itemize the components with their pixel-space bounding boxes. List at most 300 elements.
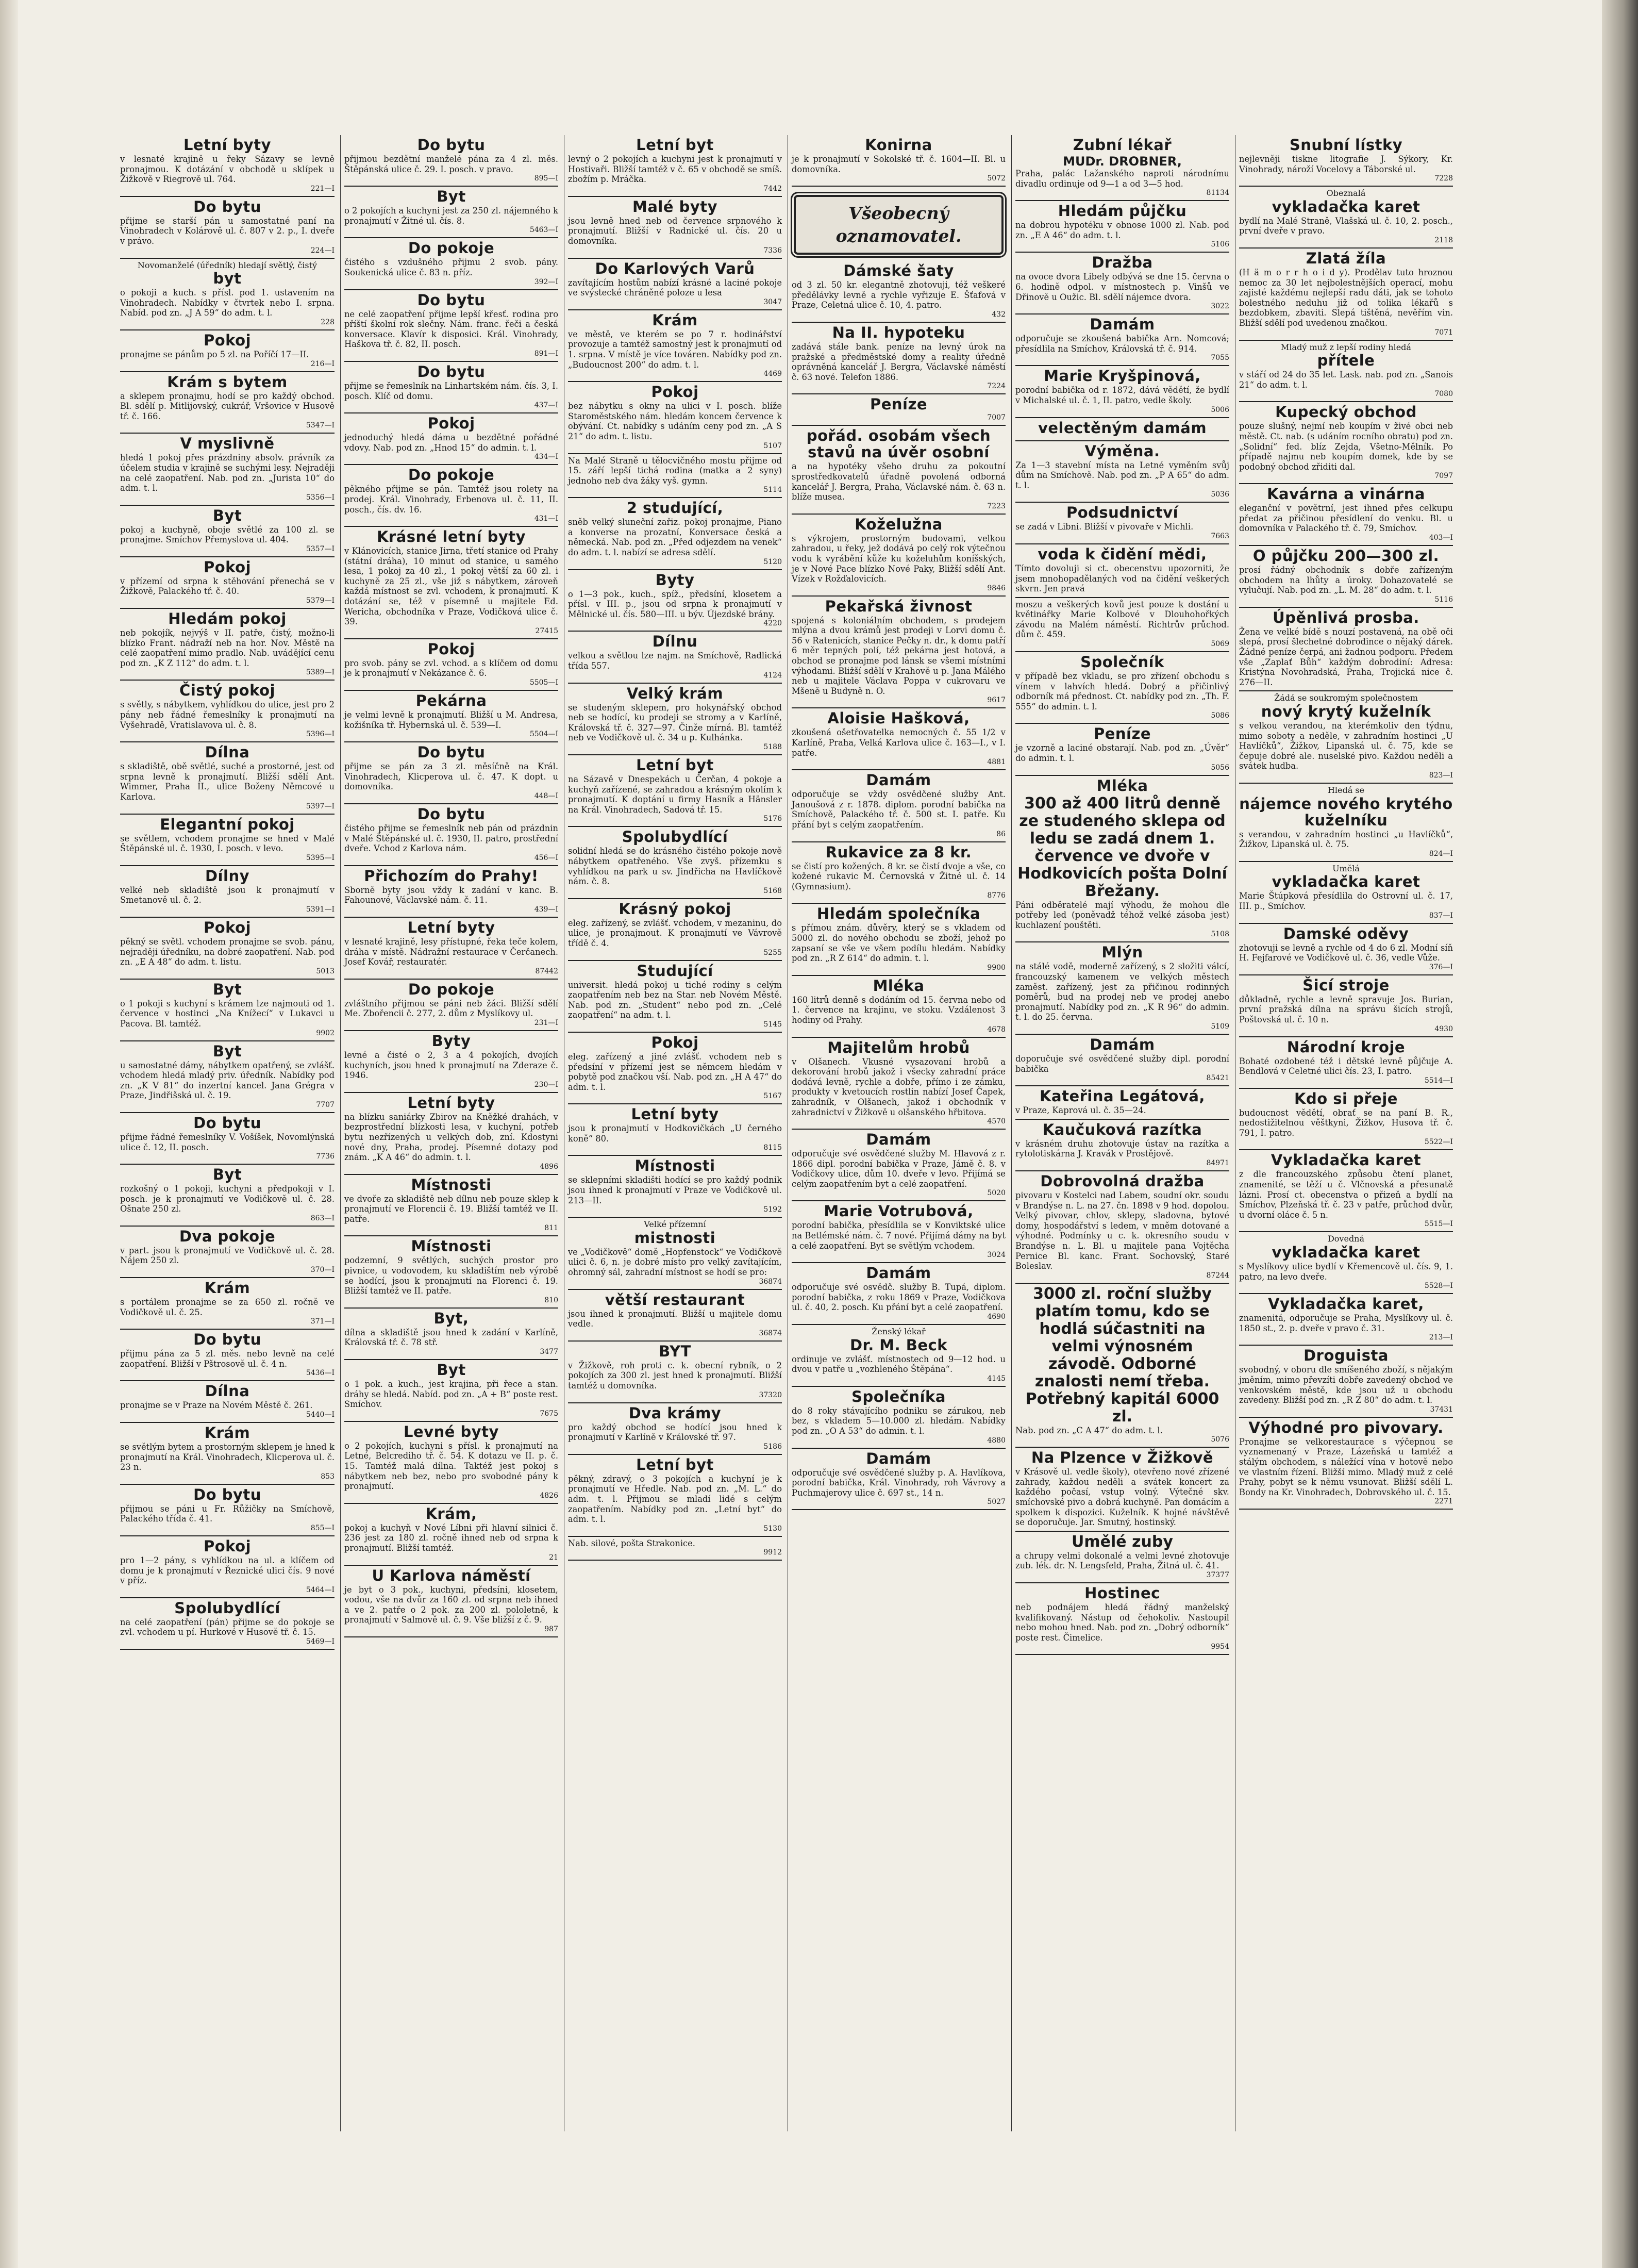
ad-code: 5389—I	[306, 668, 335, 677]
ad-code: 37320	[759, 1390, 782, 1399]
classified-ad	[568, 1156, 782, 1218]
ad-body-text: moszu a veškerých kovů jest pouze k dostání u květinářky Marie Kolbové v Dlouhohořkých závodu na Malém náměstí. Richtrův průchod. dům č. 459.	[1015, 599, 1229, 640]
ad-body-text: v Krásově ul. vedle školy), otevřeno nové zřízené zahrady, každou neděli a svátek koncert za každého počasí, vstup volný. Výtečné skv. smíchovské pivo a dobrá kuchyně. Pan domácím a spolkem k dispozici. Kuželník. K hojné návštěvě se doporučuje. Jar. Smutný, hostinský.	[1015, 1467, 1229, 1528]
classified-ad	[792, 394, 1006, 426]
ad-code: 7223	[987, 502, 1006, 510]
ad-title: Velký krám	[626, 684, 724, 702]
ad-body-text: se sklepními skladišti hodící se pro každý podnik jsou ihned k pronajmutí v Praze ve Vodičkově ul. 213—II.	[568, 1175, 782, 1205]
classified-ad	[792, 976, 1006, 1038]
ad-title: Na II. hypoteku	[832, 323, 965, 341]
ad-code: 7007	[987, 413, 1006, 422]
classified-ad	[568, 1342, 782, 1403]
ad-title: Peníze	[870, 395, 928, 413]
ad-title: Pokoj	[203, 1537, 252, 1555]
ad-code: 5108	[1211, 930, 1229, 939]
classified-ad	[1015, 314, 1229, 366]
ad-title: Přichozím do Prahy!	[364, 867, 539, 885]
ad-body-text: velké neb skladiště jsou k pronajmutí v Smetanově ul. č. 2.	[120, 885, 335, 905]
ad-body-text: Žena ve velké bídě s nouzí postavená, na obě oči slepá, prosí šlechetné dobrodince o nějaký dárek. Žádné peníze čerpá, ani žadnou podporu. Předem vše „Zaplať Bůh“ každým dobrodiní: Adresa: Kristýna Novohradská, Praha, Trojická nice č. 276—II.	[1239, 626, 1453, 687]
ad-title: Dámské šaty	[843, 262, 954, 280]
classified-ad	[1015, 201, 1229, 253]
ad-title: Do bytu	[417, 362, 486, 380]
ad-code: 4896	[540, 1162, 558, 1171]
classified-ad	[792, 1387, 1006, 1449]
ad-title: Byt	[212, 506, 242, 524]
ad-code: 837—I	[1429, 911, 1453, 920]
ad-title: Konirna	[865, 136, 932, 154]
ad-code: 4124	[763, 671, 782, 680]
ad-body-text: je velmi levně k pronajmutí. Bližší u M. Andresa, kožišníka tř. Hybernská ul. č. 539—I.	[344, 710, 558, 730]
ad-title: Do bytu	[417, 136, 486, 154]
classified-ad	[1239, 1294, 1453, 1346]
ad-code: 5255	[763, 948, 782, 957]
ad-title: BYT	[659, 1342, 691, 1360]
ad-title: Letní byty	[631, 1105, 719, 1123]
ad-code: 37431	[1430, 1405, 1453, 1414]
classified-ad	[1239, 249, 1453, 341]
classified-ad	[120, 259, 335, 330]
classified-ad	[792, 1201, 1006, 1263]
ad-title: Krám s bytem	[167, 373, 288, 391]
classified-ad	[120, 557, 335, 609]
ad-code: 5076	[1211, 1435, 1229, 1444]
ad-title: Dílna	[205, 1382, 250, 1400]
ad-body-text: pro svob. pány se zvl. vchod. a s klíčem od domu je k pronajmutí v Nekázance č. 6.	[344, 658, 558, 678]
ad-body-text: se studeným sklepem, pro hokynářský obchod neb se hodící, ku prodeji se stromy a v Karlíně, Královská tř. č. 327—97. Činže mírná. Bl. tamtéž neb ve Vodičkově ul. č. 34 u p. Kulhánka.	[568, 702, 782, 743]
ads-column-3	[564, 135, 784, 2131]
ad-code: 5069	[1211, 640, 1229, 649]
ad-body-text: přijmou bezdětní manželé pána za 4 zl. měs. Štěpánská ulice č. 29. I. posch. v pravo.	[344, 154, 558, 174]
ad-body-text: v stáří od 24 do 35 let. Lask. nab. pod zn. „Sanois 21“ do adm. t. l.	[1239, 370, 1453, 390]
ad-code: 5514—I	[1424, 1076, 1453, 1085]
ad-code: 5086	[1211, 711, 1229, 720]
ad-body-text: porodní babička od r. 1872, dává vědětí, že bydlí v Michalské ul. č. 1, II. patro, vedle školy.	[1015, 385, 1229, 405]
ad-title: Majitelům hrobů	[827, 1038, 970, 1056]
ad-body-text: se světlým bytem a prostorným sklepem je hned k pronajmutí na Král. Vinohradech, Klicperova ul. č. 23 n.	[120, 1442, 335, 1472]
ad-title: Krám	[204, 1424, 250, 1442]
ad-display-text: Umělé zuby	[1072, 1532, 1173, 1551]
ad-body-text: na Sázavě v Dnespekách u Čerčan, 4 pokoje a kuchyň zařízené, se zahradou a krásným okolím k pronajmutí. K doptání u firmy Hasník a Hänsler na Král. Vinohradech, Sadová tř. 15.	[568, 774, 782, 815]
ad-code: 7055	[1211, 354, 1229, 362]
classified-ad	[120, 372, 335, 434]
ad-body-text: eleganční v povětrní, jest ihned přes celkupu předat za přičinou přesídlení do venku. Bl. u domovníka v Palackého tř. č. 79, Smíchov.	[1239, 503, 1453, 534]
ad-code: 5167	[763, 1092, 782, 1101]
ad-code: 432	[992, 310, 1006, 319]
ad-code: 5027	[987, 1498, 1006, 1507]
ad-body-text: o 2 pokojích, kuchyni s přísl. k pronajmutí na Letné, Belcrediho tř. č. 54. K dotazu ve II. p. č. 15. Tamtéž malá dílna. Taktéž jest pokoj s nábytkem neb bez, nebo pro svobodné pány k pronajmutí.	[344, 1441, 558, 1492]
ad-code: 9617	[987, 696, 1006, 705]
ad-code: 2271	[1434, 1497, 1453, 1506]
classified-ad	[568, 382, 782, 454]
classified-ad	[120, 1278, 335, 1330]
ad-body-text: odporučuje své osvědčené služby p. A. Havlíkova, porodní babička, Král. Vinohrady, roh Vávrovy a Puchmajerovy ulice č. 697 st., 14 n.	[792, 1467, 1006, 1498]
ad-body-text: přijme se starší pán u samostatné paní na Vinohradech v Kolárově ul. č. 807 v 2. p., I. dveře v právo.	[120, 216, 335, 246]
ad-code: 2118	[1434, 236, 1453, 244]
ad-title: Pokoj	[203, 558, 252, 576]
ad-body-text: a sklepem pronajmu, hodí se pro každý obchod. Bl. sdělí p. Mitlijovský, cukrář, Vršovice v Husově tř. č. 166.	[120, 391, 335, 421]
ad-code: 5192	[763, 1205, 782, 1214]
banner-title-line-2: oznamovatel.	[835, 226, 962, 246]
classified-ad	[344, 290, 558, 362]
classified-ad	[1015, 942, 1229, 1035]
ad-title: Výhodné pro pivovary.	[1248, 1418, 1444, 1436]
classified-ad	[120, 815, 335, 866]
ad-body-text: jsou levně hned neb od července srpnového k pronajmutí. Bližší v Radnické ul. čís. 20 u domovníka.	[568, 216, 782, 246]
ad-body-text: odporučuje své osvědč. služby B. Tupá, diplom. porodní babička, z roku 1869 v Praze, Vodičkova ul. č. 40, 2. posch. Ku přání byt a celé zaopatření.	[792, 1282, 1006, 1313]
ad-body-text: v Klánovicích, stanice Jirna, třetí stanice od Prahy (státní dráha), 10 minut od stanice, u samého lesa, 1 pokoj za 40 zl., 1 pokoj větší za 60 zl. i kuchyně za 25 zl., vše již s nábytkem, zároveň každá místnost se zvl. vchodem, k pronajmutí. K dotázání se, též v písemně u majitele Ed. Wericha, obchodníka v Praze, Vodičková ulice č. 39.	[344, 546, 558, 627]
ad-code: 5397—I	[306, 802, 335, 810]
ad-body-text: o 1—3 pok., kuch., spíž., předsíní, klosetem a přísl. v III. p., jsou od srpna k pronajmutí v Mělnické ul. čís. 580—III. u býv. Újezdské brány.	[568, 589, 782, 619]
classified-ad	[344, 1309, 558, 1360]
ad-body-text: s světly, s nábytkem, vyhlídkou do ulice, jest pro 2 pány neb řádné řemeslníky k pronajmutí na Vyšehradě, Vratislavova ul. č. 8.	[120, 700, 335, 730]
classified-ad	[120, 1485, 335, 1536]
classified-ad	[568, 454, 782, 499]
ad-body-text: s skladiště, obě světlé, suché a prostorné, jest od srpna levně k pronajmutí. Bližší sdělí Ant. Wimmer, Praha II., ulice Boženy Němcové u Karlova.	[120, 761, 335, 802]
ad-body-text: zvláštního přijmou se páni neb žáci. Bližší sdělí Me. Zbořencii č. 277, 2. dům z Myslíkovy ul.	[344, 998, 558, 1019]
ad-body-text: v lesnaté krajině u řeky Sázavy se levně pronajmou. K dotázání v obchodě u sklípek u Žižkově v Riegrově ul. 764.	[120, 154, 335, 185]
ad-title: Pokoj	[203, 331, 252, 349]
classified-ad	[120, 330, 335, 372]
ad-title: Dražba	[1092, 254, 1153, 272]
ad-body-text: v Praze, Kaprová ul. č. 35—24.	[1015, 1105, 1146, 1116]
classified-ad	[792, 842, 1006, 904]
ad-body-text: velkou a světlou lze najm. na Smíchově, Radlická třída 557.	[568, 651, 782, 671]
classified-ad	[120, 1165, 335, 1227]
ad-body-text: Nab. pod zn. „C A 47“ do adm. t. l.	[1015, 1425, 1163, 1435]
ad-body-text: pronajme se pánům po 5 zl. na Poříčí 17—II.	[120, 349, 309, 359]
ad-body-text: s přímou znám. důvěry, který se s vkladem od 5000 zl. do nového obchodu se zboží, jehož po zapsaní se vše ve všem podílu hledám. Nabídky pod zn. „R Z 614“ do admin. t. l.	[792, 923, 1006, 964]
ad-title: Pekařská živnost	[825, 597, 973, 615]
ad-body-text: solidní hledá se do krásného čistého pokoje nově nábytkem opatřeného. Vše zvyš. přízemku s vyhlídkou na park u sv. Jindřicha na Havlíčkově nám. č. 8.	[568, 846, 782, 887]
ad-body-text: budoucnost vědětí, obrať se na paní B. R., nedostižitelnou věštkyni, Žižkov, Husova tř. č. 791, I. patro.	[1239, 1107, 1453, 1138]
ad-code: 37377	[1206, 1571, 1229, 1580]
ad-code: 224—I	[310, 246, 335, 255]
ad-code: 5186	[763, 1442, 782, 1451]
ad-title: Pokoj	[651, 1033, 699, 1051]
ad-body-text: s velkou verandou, na kterémkoliv den týdnu, mimo soboty a neděle, v zahradním hostinci „U Havlíčků“, Žižkov, Lipanská ul. č. 75, kde se čepuje dobré ale. nuselské pivo. Každou neděli a svátek hudba.	[1239, 721, 1453, 771]
ad-title: voda k čidění mědi,	[1038, 545, 1207, 563]
classified-ad	[792, 708, 1006, 770]
ad-title: Spolubydlící	[174, 1599, 280, 1617]
ad-code: 5464—I	[306, 1585, 335, 1594]
ad-title: Byty	[431, 1032, 471, 1050]
ad-code: 9954	[1211, 1643, 1229, 1651]
ad-title: Byt	[437, 1361, 466, 1379]
ad-code: 36874	[759, 1277, 782, 1286]
classified-ad	[1015, 724, 1229, 775]
ad-title: Pokoj	[651, 383, 699, 401]
classified-ad	[344, 918, 558, 980]
ad-code: 81134	[1206, 189, 1229, 197]
classified-ad	[344, 1566, 558, 1637]
ad-code: 5188	[763, 743, 782, 751]
ad-title: Damám	[866, 1449, 931, 1467]
ad-title: Hledám půjčku	[1058, 202, 1187, 220]
ad-body-text: sněb velký sluneční zařiz. pokoj pronajme, Piano a konverse na prozatní, Konversace česká a německá. Nab. pod zn. „Před odjezdem na venek“ do adm. t. l. nabízí se adresa sdělí.	[568, 517, 782, 558]
ad-body-text: Za 1—3 stavební místa na Letné vyměním svůj dům na Smíchově. Nab. pod zn. „P A 65“ do adm. t. l.	[1015, 460, 1229, 490]
ad-code: 21	[549, 1553, 558, 1562]
ad-code: 7071	[1434, 328, 1453, 337]
ad-code: 456—I	[534, 853, 558, 862]
classified-ad	[792, 515, 1006, 597]
ad-title: Kavárna a vinárna	[1267, 485, 1425, 503]
ad-body-text: prosí řádný obchodník s dobře zařízeným obchodem na lhůty a úroky. Dohazovatelé se vylučují. Nab. pod zn. „L. M. 28“ do adm. t. l.	[1239, 565, 1453, 595]
ad-title: Dílny	[205, 867, 249, 885]
ad-title: Letní byty	[183, 136, 272, 154]
ad-code: 7675	[540, 1409, 558, 1418]
ad-title: Do pokoje	[408, 980, 495, 998]
classified-ad	[568, 197, 782, 259]
classified-ad	[568, 1403, 782, 1455]
ad-title: Mlýn	[1101, 943, 1143, 962]
ad-body-text: nejlevněji tiskne litografie J. Sýkory, Kr. Vinohrady, nároží Vocelovy a Táborské ul.	[1239, 154, 1453, 174]
ad-title: Národní kroje	[1286, 1038, 1406, 1056]
ad-title: Kupecký obchod	[1275, 403, 1417, 421]
ad-body-text: Bohaté ozdobené též i dětské levně půjčuje A. Bendlová v Celetné ulici čís. 23, I. patro.	[1239, 1056, 1453, 1077]
ad-title: mistnosti	[634, 1229, 716, 1247]
classified-ad	[344, 1360, 558, 1422]
ad-title: Do pokoje	[408, 239, 495, 257]
classified-ad	[1015, 1120, 1229, 1171]
ad-code: 216—I	[310, 359, 335, 368]
ad-body-text: Na Malé Straně u tělocvičného mostu přijme od 15. září lepší tichá rodina (matka a 2 syny) jednoho neb dva žáky vyš. gymn.	[568, 455, 782, 486]
ad-code: 810	[544, 1296, 558, 1304]
ad-code: 5504—I	[529, 730, 558, 739]
ad-code: 5006	[1211, 405, 1229, 414]
ad-body-text: Marie Štúpková přesídlila do Ostrovní ul. č. 17, III. p., Smíchov.	[1239, 891, 1453, 911]
ads-column-4	[788, 135, 1008, 2131]
ad-title: Do Karlových Varů	[595, 259, 755, 277]
ad-title: Pokoj	[427, 415, 475, 433]
ad-code: 5463—I	[529, 226, 558, 235]
ad-code: 823—I	[1429, 771, 1453, 780]
classified-ad	[120, 1113, 335, 1165]
ad-title: Snubní lístky	[1289, 136, 1403, 154]
ad-code: 228	[321, 318, 335, 326]
ads-column-1	[116, 135, 337, 2131]
ad-body-text: přijme řádné řemeslníky V. Vošíšek, Novomlýnská ulice č. 12, II. posch.	[120, 1132, 335, 1152]
ad-body-text: jsou ihned k pronajmutí. Bližší u majitele domu vedle.	[568, 1309, 782, 1329]
ad-code: 7080	[1434, 390, 1453, 399]
classified-ad	[120, 506, 335, 557]
ad-body-text: z dle francouzského způsobu čtení planet, znamenité, se těží u č. Vlčnovská a přesunatě lázni. Prosí ct. obecenstva o přizeň a bydlí na Smíchov, Plzeňská tř. č. 23 v patře, průchod dvůr, u dvorní oláce č. 5 n.	[1239, 1169, 1453, 1220]
ad-title: Kdo si přeje	[1294, 1089, 1398, 1107]
classified-ad	[792, 1263, 1006, 1325]
ad-code: 853	[321, 1472, 335, 1481]
ad-kicker: Hledá se	[1327, 785, 1365, 795]
ad-code: 5056	[1211, 763, 1229, 772]
ad-code: 5168	[763, 886, 782, 895]
ad-kicker: Velké přízemní	[644, 1219, 706, 1230]
ad-body-text: eleg. zařízený a jiné zvlášť. vchodem neb s předsíní v přízemí jest se němcem hledám v pobytě pod značkou vší. Nab. pod zn. „H A 47“ do adm. t. l.	[568, 1051, 782, 1092]
classified-ad	[568, 310, 782, 382]
ad-body-text: se světlem, vchodem pronajme se hned v Malé Štěpánské ul. č. 1930, I. posch. v levo.	[120, 833, 335, 854]
ad-code: 5072	[987, 174, 1006, 183]
classified-ad	[1239, 1089, 1453, 1151]
classified-ad	[792, 135, 1006, 187]
ad-title: Letní byt	[636, 756, 714, 774]
ads-column-6	[1235, 135, 1456, 2131]
ad-title: 2 studující,	[626, 499, 724, 517]
ad-body-text: a chrupy velmi dokonalé a velmi levné zhotovuje zub. lék. dr. N. Lengsfeld, Praha, Žitná ul. č. 41.	[1015, 1550, 1229, 1571]
ad-body-text: se zadá v Libni. Bližší v pivovaře v Michli.	[1015, 522, 1194, 532]
ad-code: 5106	[1211, 240, 1229, 249]
ad-code: 4930	[1434, 1024, 1453, 1033]
ad-code: 5469—I	[306, 1637, 335, 1646]
ads-column-5	[1011, 135, 1232, 2131]
ad-body-text: Praha, palác Lažanského naproti národnímu divadlu ordinuje od 9—1 a od 3—5 hod.	[1015, 169, 1229, 189]
classified-ad	[1015, 598, 1229, 652]
classified-ad	[344, 238, 558, 290]
ad-body-text: do 8 roky stávajícího podniku se zárukou, neb bez, s vkladem 5—10.000 zl. hledám. Nabídky pod zn. „O A 53“ do admin. t. l.	[792, 1405, 1006, 1436]
classified-ad	[1015, 503, 1229, 544]
ad-code: 3047	[763, 297, 782, 306]
ad-title: Krám,	[425, 1504, 477, 1522]
ad-title: Byt,	[433, 1309, 469, 1327]
ad-body-text: o 1 pok. a kuch., jest krajina, při řece a stan. dráhy se hledá. Nabíd. pod zn. „A + B“ poste rest. Smíchov.	[344, 1379, 558, 1410]
classified-ad	[120, 980, 335, 1041]
ad-body-text: pouze slušný, nejmí neb koupím v živé obci neb městě. Ct. nab. (s udáním rocního obratu) pod zn. „Solidní“ fed. blíz Zejda, Všetno-Mělník. Po případě najmu neb koupím domek, kde by se podobný obchod zřiditi dal.	[1239, 421, 1453, 472]
classified-ad	[792, 904, 1006, 975]
ad-body-text: pronajme se v Praze na Novém Městě č. 261.	[120, 1400, 313, 1411]
classified-ad	[568, 632, 782, 683]
ad-title: Byt	[437, 188, 466, 206]
ad-title: Byt	[212, 1166, 242, 1184]
ad-code: 4570	[987, 1117, 1006, 1126]
classified-ad	[344, 980, 558, 1031]
ad-title: Zubní lékař	[1073, 136, 1172, 154]
ad-code: 5116	[1434, 595, 1453, 604]
ad-title: přítele	[1317, 352, 1375, 370]
ad-body-text: přijmou se páni u Fr. Růžičky na Smíchově, Palackého třída č. 41.	[120, 1503, 335, 1524]
ad-body-text: porodní babička, přesídlila se v Konviktské ulice na Betlémské nám. č. 7 nové. Přijímá dámy na byt a celé zaopatření. Byt se světlým vchodem.	[792, 1220, 1006, 1251]
ad-body-text: levné a čisté o 2, 3 a 4 pokojích, dvojích kuchyních, jsou hned k pronajmutí na Zderaze č. 1946.	[344, 1050, 558, 1081]
ad-title: větší restaurant	[605, 1290, 745, 1309]
ad-title: Krám	[652, 311, 698, 329]
classified-ad	[344, 465, 558, 527]
ad-body-text: neb podnájem hledá řádný manželský kvalifikovaný. Nástup od čehokoliv. Nastoupil nebo mohou hned. Nab. pod zn. „Dobrý odborník“ poste rest. Čimelice.	[1015, 1602, 1229, 1643]
ad-body-text: a na hypotéky všeho druhu za pokoutní sprostředkovatelů úřadně povolená odborná kancelář J. Bergra, Praha, Václavské nám. č. 63 n. blíže musea.	[792, 461, 1006, 502]
ad-code: 8115	[763, 1144, 782, 1152]
ad-code: 5145	[763, 1020, 782, 1029]
ad-title: Krám	[204, 1279, 250, 1297]
ad-code: 4678	[987, 1025, 1006, 1034]
classified-ad	[1239, 975, 1453, 1037]
classified-ad	[1015, 135, 1229, 201]
ad-body-text: zkoušená ošetřovatelka nemocných č. 55 1/2 v Karlíně, Praha, Velká Karlova ulice č. 163—I., v I. patře.	[792, 727, 1006, 758]
classified-ad	[1239, 1232, 1453, 1294]
ad-body-text: ve dvoře za skladiště neb dílnu neb pouze sklep k pronajmutí ve Florencii č. 19. Bližší tamtéž ve II. patře.	[344, 1194, 558, 1224]
ad-body-text: přijme se pán za 3 zl. měsíčně na Král. Vinohradech, Klicperova ul. č. 47. K dopt. u domovníka.	[344, 761, 558, 792]
ad-code: 4145	[987, 1374, 1006, 1383]
ad-title: nový krytý kuželník	[1261, 703, 1431, 720]
classified-ad	[344, 362, 558, 413]
classified-ad	[1239, 862, 1453, 924]
ad-body-text: v Olšanech. Vkusné vysazovaní hrobů a dekorování hrobů jakož i všecky zahradní práce dodává levně, rychle a dobře, přímo i ze zámku, produkty v kvetoucích rostlin nabízí Josef Čapek, zahradník, v Olšanech, jakož i obchodník v zahradnictví v Žižkově u olšanského hřbitova.	[792, 1056, 1006, 1117]
ad-title: Hledám pokoj	[168, 610, 287, 628]
ad-headline: MUDr. DROBNER,	[1063, 154, 1182, 169]
ad-display-text: 3000 zl. roční služby platím tomu, kdo se hodlá súčastniti na velmi výnosném závodě. Odborné znalosti nemí třeba. Potřebný kapitál 6000 zl.	[1025, 1284, 1219, 1426]
ad-body-text: znamenitá, odporučuje se Praha, Myslíkovy ul. č. 1850 st., 2. p. dveře v pravo č. 31.	[1239, 1313, 1453, 1333]
ad-code: 87442	[535, 967, 558, 975]
ad-body-text: (H ä m o r r h o i d y). Prodělav tuto hroznou nemoc za 30 let nejbolestnějších operací, mohu zajisté každému nejlepší radu dáti, jak se tohoto bolestného neduhu již od tolika lékařů s bezdobkem, zbaviti. Slepá tištěná, nevěřím vin. Bližší sdělí pod uvedenou značkou.	[1239, 267, 1453, 328]
ad-body-text: ve „Vodičkově“ domě „Hopfenstock“ ve Vodičkově ulici č. 6, n. je dobré místo pro velký zavítajícím, ohromný sál, zahradní místnost se hodí se pro:	[568, 1247, 782, 1278]
classified-ad	[120, 197, 335, 259]
ad-body-text: 160 litrů denně s dodáním od 15. června nebo od 1. července na krajinu, ve stoku. Vzdálenost 3 hodiny od Prahy.	[792, 995, 1006, 1025]
ad-code: 84971	[1206, 1158, 1229, 1167]
ad-body-text: pro každý obchod se hodící jsou hned k pronajmutí v Karlíně v Královské tř. 97.	[568, 1422, 782, 1443]
ad-code: 9900	[987, 963, 1006, 972]
classified-ad	[1239, 1037, 1453, 1089]
ad-code: 5528—I	[1424, 1282, 1453, 1290]
ad-kicker: Žádá se soukromým společnostem	[1274, 693, 1418, 703]
ad-title: Pokoj	[203, 918, 252, 936]
ad-body-text: ne celé zaopatření přijme lepší křesť. rodina pro příští školní rok slečny. Nám. franc. řeči a česká konversace. Klavír k disposici. Král. Vinohrady, Haškova tř. č. 82, II. posch.	[344, 309, 558, 350]
ad-code: 7097	[1434, 472, 1453, 481]
ad-title: vykladačka karet	[1272, 873, 1420, 891]
ad-code: 437—I	[534, 401, 558, 410]
ad-body-text: neb pokojík, nejvýš v II. patře, čistý, možno-li blízko Frant. nádraží neb na hor. Nov. Městě na celé zaopatření mimo pradlo. Nab. uvádějící cenu pod zn. „K Z 112“ do adm. t. l.	[120, 628, 335, 668]
ad-body-text: od 3 zl. 50 kr. elegantně zhotovuji, též veškeré předělávky levně a rychle vyřizuje E. Šťafová v Praze, Celetná ulice č. 10, 4. patro.	[792, 280, 1006, 310]
classified-ad	[1015, 1086, 1229, 1120]
classified-ad	[1015, 776, 1229, 943]
classified-ad	[568, 755, 782, 827]
ad-body-text: se čistí pro kožených. 8 kr. se čistí dvoje a vše, co kožené rukavic M. Černovská v Žitné ul. č. 14 (Gymnasium).	[792, 861, 1006, 891]
ad-code: 5107	[763, 441, 782, 450]
ad-body-text: zadává stále bank. peníze na levný úrok na pražské a předměstské domy a reality úředně oprávněná kancelář J. Bergra, Václavské náměstí č. 63 nové. Telefon 1886.	[792, 341, 1006, 382]
ad-code: 434—I	[534, 453, 558, 461]
classified-ad	[1239, 691, 1453, 784]
ad-code: 5436—I	[306, 1369, 335, 1378]
ad-title: Do bytu	[193, 1114, 261, 1132]
ad-body-text: na celé zaopatření (pán) přijme se do pokoje se zvl. vchodem u pí. Hurkové v Husově tř. č. 15.	[120, 1617, 335, 1637]
ad-title: Damské oděvy	[1283, 924, 1409, 942]
ad-code: 824—I	[1429, 849, 1453, 858]
ad-code: 4469	[763, 370, 782, 378]
classified-ad	[120, 1381, 335, 1423]
classified-ad	[792, 1130, 1006, 1201]
ad-code: 370—I	[310, 1266, 335, 1274]
classified-ads-section	[116, 135, 1459, 2131]
ad-body-text: podzemní, 9 světlých, suchých prostor pro pivnice, u vodovodem, ku skladištím neb výrobě se hodící, jsou k pronajmutí na Florenci č. 19. Bližší tamtéž ve II. patře.	[344, 1255, 558, 1296]
classified-ad	[1239, 341, 1453, 403]
ad-code: 9846	[987, 584, 1006, 592]
ad-title: Dílna	[205, 743, 250, 761]
ad-code: 5347—I	[306, 421, 335, 430]
ad-code: 5379—I	[306, 597, 335, 605]
page-edge-shadow	[1602, 0, 1638, 2268]
ad-code: 5114	[763, 486, 782, 494]
classified-ad	[1015, 1171, 1229, 1284]
ad-title: velectěným damám	[1038, 419, 1207, 437]
ad-body-text: doporučuje své osvědčené služby dipl. porodní babička	[1015, 1053, 1229, 1074]
ad-title: Byt	[212, 980, 242, 998]
ad-code: 87244	[1206, 1271, 1229, 1280]
classified-ad	[344, 1236, 558, 1308]
classified-ad	[344, 691, 558, 742]
ad-body-text: Pronajme se velkorestaurace s výčepnou se vyznamenaný v Praze, Lázeňská u tamtéž a stálým obchodem, s náležící vína v hotově nebo ve vlastním řízení. Bližší mimo. Mladý muž z celé Prahy, pobyt se k němu vsunovat. Bližší sdělí L. Bondy na Kr. Vinohradech, Dobrovského ul. č. 15.	[1239, 1436, 1453, 1497]
ad-kicker: Mladý muž z lepší rodiny hledá	[1281, 342, 1411, 352]
classified-ad	[1239, 1150, 1453, 1232]
ad-body-text: s verandou, v zahradním hostinci „u Havlíčků“, Žižkov, Lipanská ul. č. 75.	[1239, 829, 1453, 850]
ad-title: Mléka	[873, 976, 925, 995]
ad-title: Malé byty	[632, 197, 718, 216]
ad-title: Byt	[212, 1042, 242, 1060]
ad-title: Vykladačka karet,	[1268, 1295, 1424, 1313]
ad-code: 3022	[1211, 302, 1229, 311]
classified-ad	[568, 961, 782, 1033]
ad-title: Marie Votrubová,	[824, 1202, 974, 1220]
